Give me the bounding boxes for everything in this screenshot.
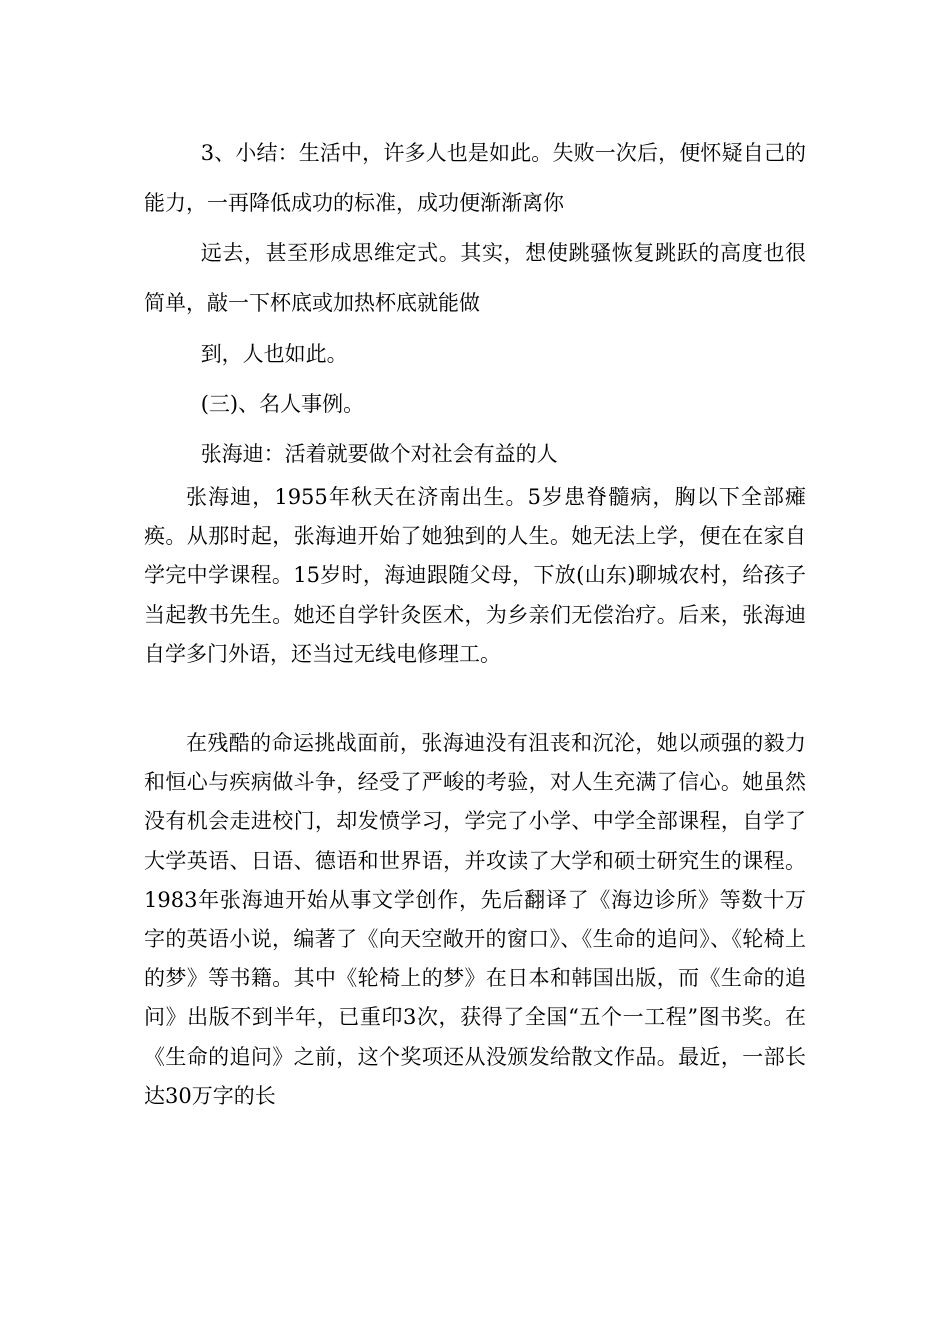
example-title: 张海迪：活着就要做个对社会有益的人 bbox=[200, 442, 558, 466]
paragraph-summary: 3、小结：生活中，许多人也是如此。失败一次后，便怀疑自己的能力，一再降低成功的标准，成功便渐渐离你 bbox=[144, 141, 806, 215]
paragraph-achievements: 在残酷的命运挑战面前，张海迪没有沮丧和沉沦，她以顽强的毅力和恒心与疾病做斗争，经受了严峻的考验，对人生充满了信心。她虽然没有机会走进校门，却发愤学习，学完了小学、中学全部课程，自学了大学英语、日语、德语和世界语，并攻读了大学和硕士研究生的课程。1983年张海迪开始从事文学创作，先后翻译了《海边诊所》等数十万字的英语小说，编著了《向天空敞开的窗口》、《生命的追问》、《轮椅上的梦》等书籍。其中《轮椅上的梦》在日本和韩国出版，而《生命的追问》出版不到半年，已重印3次，获得了全国“五个一工程”图书奖。在《生命的追问》之前，这个奖项还从没颁发给散文作品。最近，一部长达30万字的长 bbox=[144, 731, 806, 1108]
paragraph-conclusion: 到，人也如此。 bbox=[200, 342, 348, 366]
paragraph-continuation: 远去，甚至形成思维定式。其实，想使跳骚恢复跳跃的高度也很简单，敲一下杯底或加热杯底就能做 bbox=[144, 241, 806, 315]
paragraph-biography: 张海迪，1955年秋天在济南出生。5岁患脊髓病，胸以下全部瘫痪。从那时起，张海迪开始了她独到的人生。她无法上学，便在在家自学完中学课程。15岁时，海迪跟随父母，下放(山东)聊城农村，给孩子当起教书先生。她还自学针灸医术，为乡亲们无偿治疗。后来，张海迪自学多门外语，还当过无线电修理工。 bbox=[144, 485, 806, 666]
section-heading: (三)、名人事例。 bbox=[200, 392, 365, 416]
